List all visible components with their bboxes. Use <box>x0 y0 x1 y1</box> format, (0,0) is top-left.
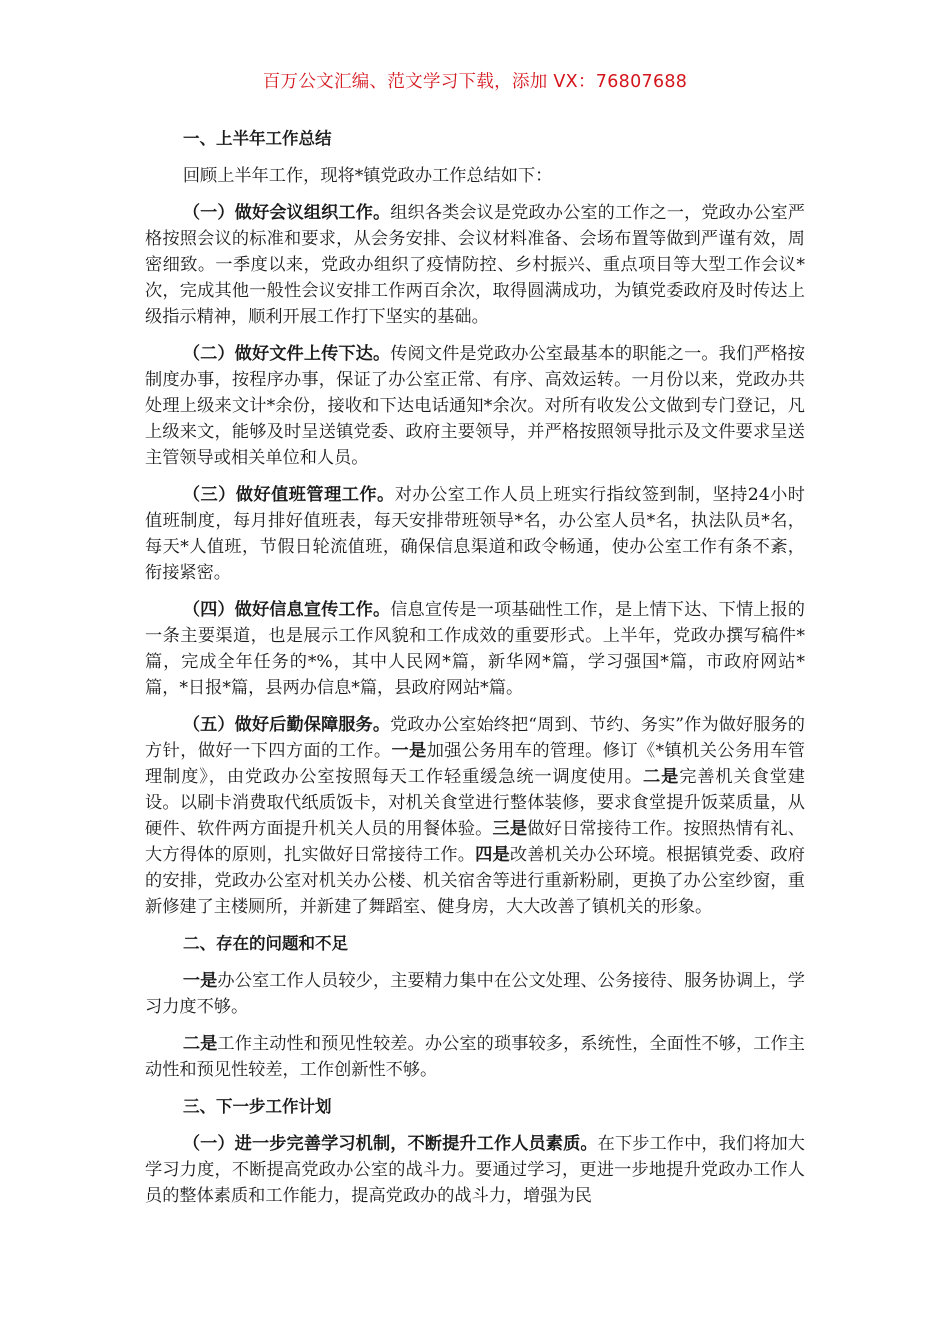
section-heading-problems: 二、存在的问题和不足 <box>183 934 348 953</box>
paragraph-text: 改善机关办公环境。根据镇党委、政府的安排，党政办公室对机关办公楼、机关宿舍等进行重新粉刷，更换了办公室纱窗，重新修建了主楼厕所，并新建了舞蹈室、健身房，大大改善了镇机关的形象。 <box>145 845 805 917</box>
keyword-first: 一是 <box>182 971 218 991</box>
paragraph-problem-one <box>145 968 805 1020</box>
keyword-first: 一是 <box>391 741 427 761</box>
paragraph-plan-one <box>145 1131 805 1209</box>
intro-paragraph <box>145 163 805 189</box>
paragraph-lead: （一）做好会议组织工作。 <box>182 203 391 223</box>
paragraph-publicity <box>145 597 805 701</box>
paragraph-text: 在下步工作中，我们将加大学习力度，不断提高党政办公室的战斗力。要通过学习，更进一步地提升党政办工作人员的整体素质和工作能力，提高党政办的战斗力，增强为民 <box>145 1134 805 1206</box>
paragraph-text: 党政办公室始终把“周到、节约、务实”作为做好服务的方针，做好一下四方面的工作。 <box>145 715 805 761</box>
paragraph-text: 做好日常接待工作。按照热情有礼、大方得体的原则，扎实做好日常接待工作。 <box>145 819 805 865</box>
paragraph-meetings <box>145 200 805 330</box>
intro-text: 回顾上半年工作，现将*镇党政办工作总结如下： <box>182 166 553 186</box>
section-heading-plan: 三、下一步工作计划 <box>183 1097 332 1116</box>
paragraph-logistics <box>145 712 805 920</box>
paragraph-lead: （二）做好文件上传下达。 <box>182 344 391 364</box>
paragraph-documents <box>145 341 805 471</box>
paragraph-duty <box>145 482 805 586</box>
paragraph-text: 信息宣传是一项基础性工作，是上情下达、下情上报的一条主要渠道，也是展示工作风貌和工作成效的重要形式。上半年，党政办撰写稿件*篇，完成全年任务的*%，其中人民网*篇，新华网*篇，学习强国*篇，市政府网站*篇，*日报*篇，县两办信息*篇，县政府网站*篇。 <box>145 600 805 698</box>
paragraph-lead: （一）进一步完善学习机制，不断提升工作人员素质。 <box>182 1134 598 1154</box>
paragraph-lead: （五）做好后勤保障服务。 <box>182 715 391 735</box>
section-heading-summary: 一、上半年工作总结 <box>183 129 332 148</box>
keyword-second: 二是 <box>182 1034 218 1054</box>
document-body <box>145 126 805 1220</box>
paragraph-text: 办公室工作人员较少，主要精力集中在公文处理、公务接待、服务协调上，学习力度不够。 <box>145 971 805 1017</box>
paragraph-text: 加强公务用车的管理。修订《*镇机关公务用车管理制度》，由党政办公室按照每天工作轻重缓急统一调度使用。 <box>145 741 805 787</box>
watermark-banner: 百万公文汇编、范文学习下载，添加 VX：76807688 <box>262 72 688 92</box>
paragraph-text: 组织各类会议是党政办公室的工作之一，党政办公室严格按照会议的标准和要求，从会务安排、会议材料准备、会场布置等做到严谨有效，周密细致。一季度以来，党政办组织了疫情防控、乡村振兴、重点项目等大型工作会议*次，完成其他一般性会议安排工作两百余次，取得圆满成功，为镇党委政府及时传达上级指示精神，顺利开展工作打下坚实的基础。 <box>145 203 805 327</box>
keyword-third: 三是 <box>492 819 528 839</box>
paragraph-text: 工作主动性和预见性较差。办公室的琐事较多，系统性，全面性不够，工作主动性和预见性较差，工作创新性不够。 <box>145 1034 805 1080</box>
paragraph-text: 传阅文件是党政办公室最基本的职能之一。我们严格按制度办事，按程序办事，保证了办公室正常、有序、高效运转。一月份以来，党政办共处理上级来文计*余份，接收和下达电话通知*余次。对所有收发公文做到专门登记，凡上级来文，能够及时呈送镇党委、政府主要领导，并严格按照领导批示及文件要求呈送主管领导或相关单位和人员。 <box>145 344 805 468</box>
keyword-fourth: 四是 <box>475 845 510 865</box>
paragraph-problem-two <box>145 1031 805 1083</box>
paragraph-text: 完善机关食堂建设。以刷卡消费取代纸质饭卡，对机关食堂进行整体装修，要求食堂提升饭菜质量，从硬件、软件两方面提升机关人员的用餐体验。 <box>145 767 805 839</box>
paragraph-lead: （三）做好值班管理工作。 <box>182 485 395 505</box>
keyword-second: 二是 <box>643 767 680 787</box>
paragraph-text: 对办公室工作人员上班实行指纹签到制，坚持24小时值班制度，每月排好值班表，每天安排带班领导*名，办公室人员*名，执法队员*名，每天*人值班，节假日轮流值班，确保信息渠道和政令畅通，使办公室工作有条不紊，衔接紧密。 <box>145 485 805 583</box>
paragraph-lead: （四）做好信息宣传工作。 <box>182 600 391 620</box>
